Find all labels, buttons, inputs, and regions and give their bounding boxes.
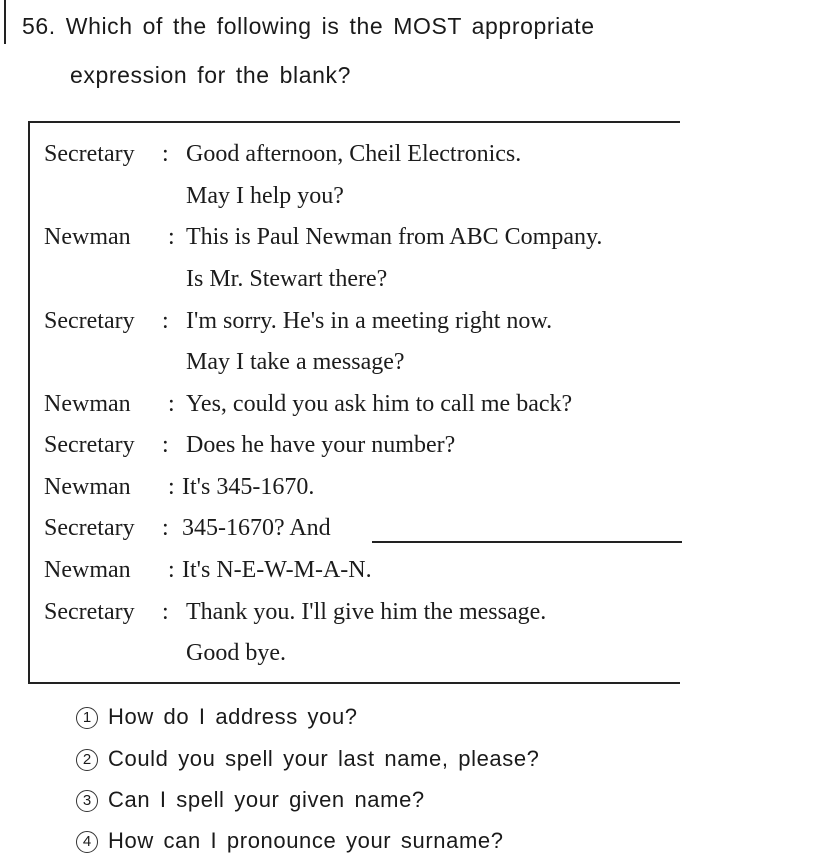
answer-option-3[interactable] <box>76 787 425 813</box>
colon: : <box>162 599 169 625</box>
colon: : <box>168 224 175 250</box>
margin-rule <box>4 0 6 44</box>
dialogue-box <box>28 121 680 684</box>
utterance: Thank you. I'll give him the message. <box>186 599 547 625</box>
option-number-circle: 1 <box>76 707 98 729</box>
colon: : <box>162 308 169 334</box>
question-line-1: 56. Which of the following is the MOST appropriate <box>22 13 595 39</box>
option-text: Could you spell your last name, please? <box>108 746 540 771</box>
colon: : <box>162 141 169 167</box>
speaker-label: Secretary <box>44 515 135 541</box>
utterance: Does he have your number? <box>186 432 456 458</box>
option-number-circle: 2 <box>76 749 98 771</box>
speaker-label: Secretary <box>44 432 135 458</box>
answer-option-1[interactable] <box>76 704 358 730</box>
colon: : <box>162 432 169 458</box>
utterance: Good afternoon, Cheil Electronics. <box>186 141 522 167</box>
speaker-label: Secretary <box>44 141 135 167</box>
answer-blank <box>372 541 682 543</box>
option-text: How do I address you? <box>108 704 358 729</box>
utterance: It's N-E-W-M-A-N. <box>182 557 372 583</box>
utterance: It's 345-1670. <box>182 474 315 500</box>
option-number-circle: 4 <box>76 831 98 853</box>
utterance: May I help you? <box>186 183 344 209</box>
answer-option-4[interactable] <box>76 828 504 854</box>
utterance: 345-1670? And <box>182 515 331 541</box>
colon: : <box>168 391 175 417</box>
question-line-2: expression for the blank? <box>70 62 351 88</box>
utterance: This is Paul Newman from ABC Company. <box>186 224 603 250</box>
speaker-label: Newman <box>44 224 131 250</box>
speaker-label: Secretary <box>44 308 135 334</box>
utterance: Is Mr. Stewart there? <box>186 266 388 292</box>
utterance: Yes, could you ask him to call me back? <box>186 391 573 417</box>
speaker-label: Newman <box>44 391 131 417</box>
utterance: May I take a message? <box>186 349 405 375</box>
option-text: Can I spell your given name? <box>108 787 425 812</box>
speaker-label: Secretary <box>44 599 135 625</box>
colon: : <box>168 557 175 583</box>
colon: : <box>168 474 175 500</box>
colon: : <box>162 515 169 541</box>
option-text: How can I pronounce your surname? <box>108 828 504 853</box>
utterance: Good bye. <box>186 640 286 666</box>
utterance: I'm sorry. He's in a meeting right now. <box>186 308 553 334</box>
option-number-circle: 3 <box>76 790 98 812</box>
answer-option-2[interactable] <box>76 746 540 772</box>
speaker-label: Newman <box>44 474 131 500</box>
speaker-label: Newman <box>44 557 131 583</box>
